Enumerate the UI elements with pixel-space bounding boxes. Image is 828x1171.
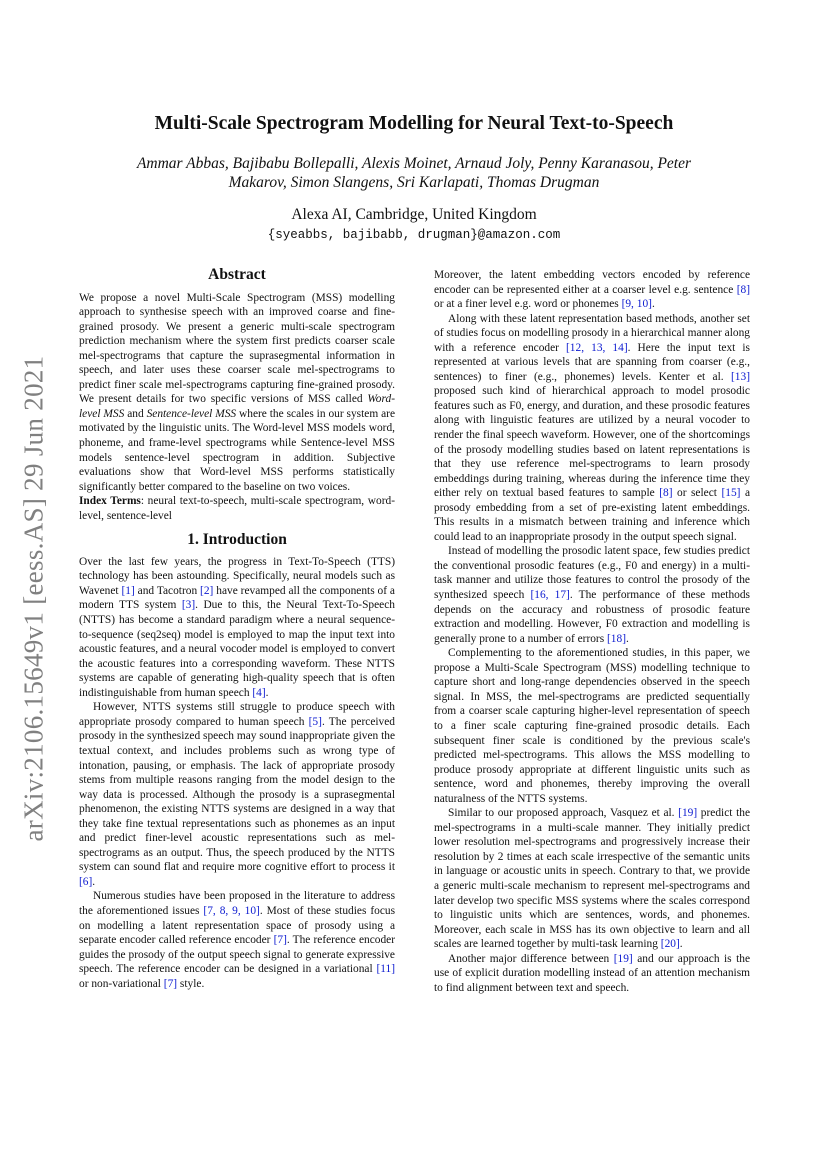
paper-title: Multi-Scale Spectrogram Modelling for Neural Text-to-Speech bbox=[154, 113, 674, 134]
citation-link[interactable]: [1] bbox=[121, 584, 135, 597]
citation-link[interactable]: [7, 8, 9, 10] bbox=[203, 904, 260, 917]
affiliation: Alexa AI, Cambridge, United Kingdom bbox=[291, 206, 537, 223]
right-paragraph-3: Instead of modelling the prosodic latent space, few studies predict the conventional prosodic features (e.g., F0 and energy) in a multi-task manner and utilize those features to control the prosody of the synthesized speech [16, 17]. The performance of these methods depends on the accuracy and robustness of prosodic feature extraction and modelling. However, F0 extraction and modelling is generally prone to a number of errors [18]. bbox=[434, 545, 750, 645]
abstract-text: We propose a novel Multi-Scale Spectrogram (MSS) modelling approach to synthesise speech with an improved coarse and fine-grained prosody. We present a generic multi-scale spectrogram prediction mechanism where the system first predicts coarser scale mel-spectrograms that capture the suprasegmental information in speech, and later uses these coarser scale mel-spectrograms to predict finer scale mel-spectrograms capturing fine-grained prosody. We present details for two specific versions of MSS called Word-level MSS and Sentence-level MSS where the scales in our system are motivated by the linguistic units. The Word-level MSS models word, phoneme, and frame-level spectrograms while Sentence-level MSS models sentence-level spectrogram in addition. Subjective evaluations show that Word-level MSS performs statistically significantly better compared to the baseline on two voices. bbox=[79, 291, 395, 493]
abstract-heading: Abstract bbox=[208, 266, 266, 283]
citation-link[interactable]: [8] bbox=[736, 283, 750, 296]
citation-link[interactable]: [19] bbox=[678, 807, 698, 820]
citation-link[interactable]: [5] bbox=[308, 715, 322, 728]
citation-link[interactable]: [8] bbox=[659, 487, 673, 500]
author-emails: {syeabbs, bajibabb, drugman}@amazon.com bbox=[267, 228, 561, 242]
citation-link[interactable]: [12, 13, 14] bbox=[566, 341, 628, 354]
citation-link[interactable]: [6] bbox=[79, 875, 93, 888]
citation-link[interactable]: [9, 10] bbox=[621, 298, 652, 311]
citation-link[interactable]: [7] bbox=[163, 977, 178, 990]
right-paragraph-5: Similar to our proposed approach, Vasquez et al. [19] predict the mel-spectrograms in a multi-scale manner. They initially predict lower resolution mel-spectrograms and progressively increase their resolution by 2 times at each scale irrespective of the semantic units in language or acoustic units in speech. Contrary to that, we provide a generic multi-scale mechanism to represent mel-spectrograms and later develop two specific MSS systems where the scales correspond to linguistic units which are sentences, words, and phonemes. Moreover, each scale in MSS has its own objective to learn and all scales are learned together by multi-task learning [20]. bbox=[434, 807, 750, 951]
right-paragraph-4: Complementing to the aforementioned studies, in this paper, we propose a Multi-Scale Spectrogram (MSS) modelling technique to capture short and long-range dependencies observed in the speech signal. In MSS, the mel-spectrograms are predicted sequentially from a coarser scale capturing higher-level representation of speech to a finer scale capturing fine-grained prosodic details. Each subsequent finer scale is conditioned by the previous scale's predicted mel-spectrograms. This allows the MSS modelling to produce prosody appropriate at different linguistic units such as sentence, word and phonemes, thereby improving the overall naturalness of the NTTS systems. bbox=[434, 647, 750, 805]
term-sentence-level-mss: Sentence-level MSS bbox=[146, 407, 237, 420]
intro-paragraph-3: Numerous studies have been proposed in the literature to address the aforementioned issues [7, 8, 9, 10]. Most of these studies focus on modelling a latent representation space of prosody using a separate encoder called reference encoder [7]. The reference encoder guides the prosody of the output speech signal to generate expressive speech. The reference encoder can be designed in a variational [11] or non-variational [7] style. bbox=[79, 890, 396, 990]
section-heading-introduction: 1. Introduction bbox=[187, 531, 287, 549]
citation-link[interactable]: [11] bbox=[376, 963, 395, 976]
arxiv-identifier: arXiv:2106.15649v1 [eess.AS] 29 Jun 2021 bbox=[18, 355, 49, 841]
right-column bbox=[434, 268, 750, 995]
index-terms: Index Terms: neural text-to-speech, multi-scale spectrogram, word-level, sentence-level bbox=[79, 495, 395, 522]
citation-link[interactable]: [18] bbox=[607, 632, 626, 645]
citation-link[interactable]: [20] bbox=[660, 938, 680, 951]
citation-link[interactable]: [7] bbox=[273, 934, 287, 947]
citation-link[interactable]: [19] bbox=[613, 952, 633, 965]
arxiv-sidebar bbox=[14, 318, 54, 878]
author-list: Ammar Abbas, Bajibabu Bollepalli, Alexis Moinet, Arnaud Joly, Penny Karanasou, Peter Makarov, Simon Slangens, Sri Karlapati, Thomas Drugman bbox=[136, 155, 692, 191]
right-paragraph-1: Moreover, the latent embedding vectors encoded by reference encoder can be represented either at a coarser level e.g. sentence [8] or at a finer level e.g. word or phonemes [9, 10]. bbox=[434, 269, 750, 311]
citation-link[interactable]: [15] bbox=[721, 487, 741, 500]
citation-link[interactable]: [4] bbox=[252, 686, 266, 699]
term-word-level-mss: Word-level MSS bbox=[79, 393, 395, 420]
citation-link[interactable]: [16, 17] bbox=[530, 589, 570, 602]
citation-link[interactable]: [3] bbox=[181, 599, 196, 612]
left-column bbox=[79, 268, 395, 991]
citation-link[interactable]: [13] bbox=[731, 370, 750, 383]
intro-paragraph-2: However, NTTS systems still struggle to produce speech with appropriate prosody compared to human speech [5]. The perceived prosody in the synthesized speech may sound inappropriate given the textual context, and includes problems such as wrong type of intonation, pausing, or emphasis. The lack of appropriate prosody stems from multiple reasons ranging from the model design to the way data is processed. Although the prosody is a suprasegmental phenomenon, the existing NTTS systems are designed in a way that they take fine textual representations such as phonemes as an input and predict finer-level acoustic representations such as mel-spectrograms as an output. Thus, the speech produced by the NTTS system can sound flat and require more cognitive effort to process it [6]. bbox=[79, 701, 396, 888]
right-paragraph-6: Another major difference between [19] and our approach is the use of explicit duration modelling instead of an attention mechanism to find alignment between text and speech. bbox=[434, 952, 751, 994]
index-terms-label: Index Terms bbox=[79, 495, 141, 508]
intro-paragraph-1: Over the last few years, the progress in Text-To-Speech (TTS) technology has been astounding. Specifically, neural models such as Wavenet [1] and Tacotron [2] have revamped all the components of a modern TTS system [3]. Due to this, the Neural Text-To-Speech (NTTS) has become a standard paradigm where a neural sequence-to-sequence (seq2seq) model is employed to map the input text into acoustic features, and a neural vocoder model is employed to convert the acoustic features into a corresponding waveform. These NTTS systems are capable of generating high-quality speech that is often indistinguishable from human speech [4]. bbox=[79, 555, 395, 699]
citation-link[interactable]: [2] bbox=[200, 584, 214, 597]
right-paragraph-2: Along with these latent representation based methods, another set of studies focus on modelling prosody in a hierarchical manner along with a reference encoder [12, 13, 14]. Here the input text is represented at various levels that are spanning from coarser (e.g., sentences) to finer (e.g., phonemes) levels. Kenter et al. [13] proposed such kind of hierarchical approach to model prosodic features such as F0, energy, and duration, and these prosodic features along with linguistic features are utilized by a neural vocoder to render the final speech waveform. However, one of the shortcomings of the prosody modelling studies based on latent representations is that they use reference mel-spectrograms to learn prosody embeddings during training, whereas during the inference time they either rely on textual based features to sample [8] or select [15] a prosody embedding from a set of pre-existing latent embeddings. This results in a mismatch between training and inference which could lead to an inappropriate prosody in the output speech signal. bbox=[434, 312, 751, 543]
